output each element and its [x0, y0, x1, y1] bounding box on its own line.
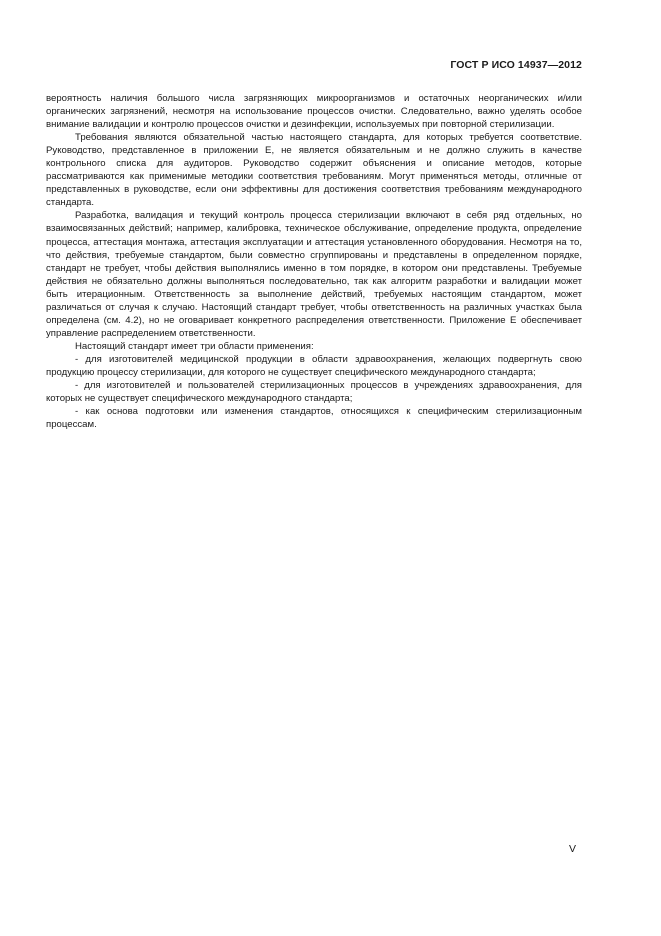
list-item-manufacturers: - для изготовителей медицинской продукции в области здравоохранения, желающих подвергнуть свою продукцию процессу стерилизации, для которого не существует специфического международного стандарта;	[46, 353, 582, 378]
paragraph-requirements: Требования являются обязательной частью настоящего стандарта, для которых требуется соответствие. Руководство, представленное в приложении Е, не является обязательным и не должно служить в качестве контрольного списка для аудиторов. Руководство содержит объяснения и описание методов, которые рассматриваются как применимые методики соответствия требованиям. Могут применяться методы, отличные от представленных в руководстве, если они эффективны для достижения соответствия требованиям международного стандарта.	[46, 132, 582, 209]
list-item-healthcare-users: - для изготовителей и пользователей стерилизационных процессов в учреждениях здравоохранения, для которых не существует специфического международного стандарта;	[46, 380, 582, 405]
document-body	[46, 92, 582, 431]
paragraph-continuation: вероятность наличия большого числа загрязняющих микроорганизмов и остаточных неорганических и/или органических загрязнений, несмотря на использование процессов очистки. Следовательно, важно уделять особое внимание валидации и контролю процессов очистки и дезинфекции, используемых при повторной стерилизации.	[46, 93, 582, 131]
paragraph-development-validation: Разработка, валидация и текущий контроль процесса стерилизации включают в себя ряд отдельных, но взаимосвязанных действий; например, калибровка, техническое обслуживание, определение продукта, определение процесса, аттестация монтажа, аттестация эксплуатации и аттестация установленного оборудования. Несмотря на то, что действия, требуемые стандартом, были совместно сгруппированы и представлены в определенном порядке, стандарт не требует, чтобы действия выполнялись именно в том порядке, в котором они представлены. Требуемые действия не обязательно должны выполняться последовательно, так как алгоритм разработки и валидации может быть итерационным. Ответственность за выполнение действий, требуемых настоящим стандартом, может различаться от случая к случаю. Настоящий стандарт требует, чтобы ответственность на различных участках была определена (см. 4.2), но не оговаривает конкретного распределения ответственности. Приложение Е обеспечивает управление распределением ответственности.	[46, 210, 582, 339]
paragraph-scope-intro: Настоящий стандарт имеет три области применения:	[75, 340, 314, 352]
list-item-standards-basis: - как основа подготовки или изменения стандартов, относящихся к специфическим стерилизационным процессам.	[46, 406, 582, 431]
document-code-header: ГОСТ Р ИСО 14937—2012	[450, 59, 582, 71]
page-number: V	[568, 843, 576, 855]
